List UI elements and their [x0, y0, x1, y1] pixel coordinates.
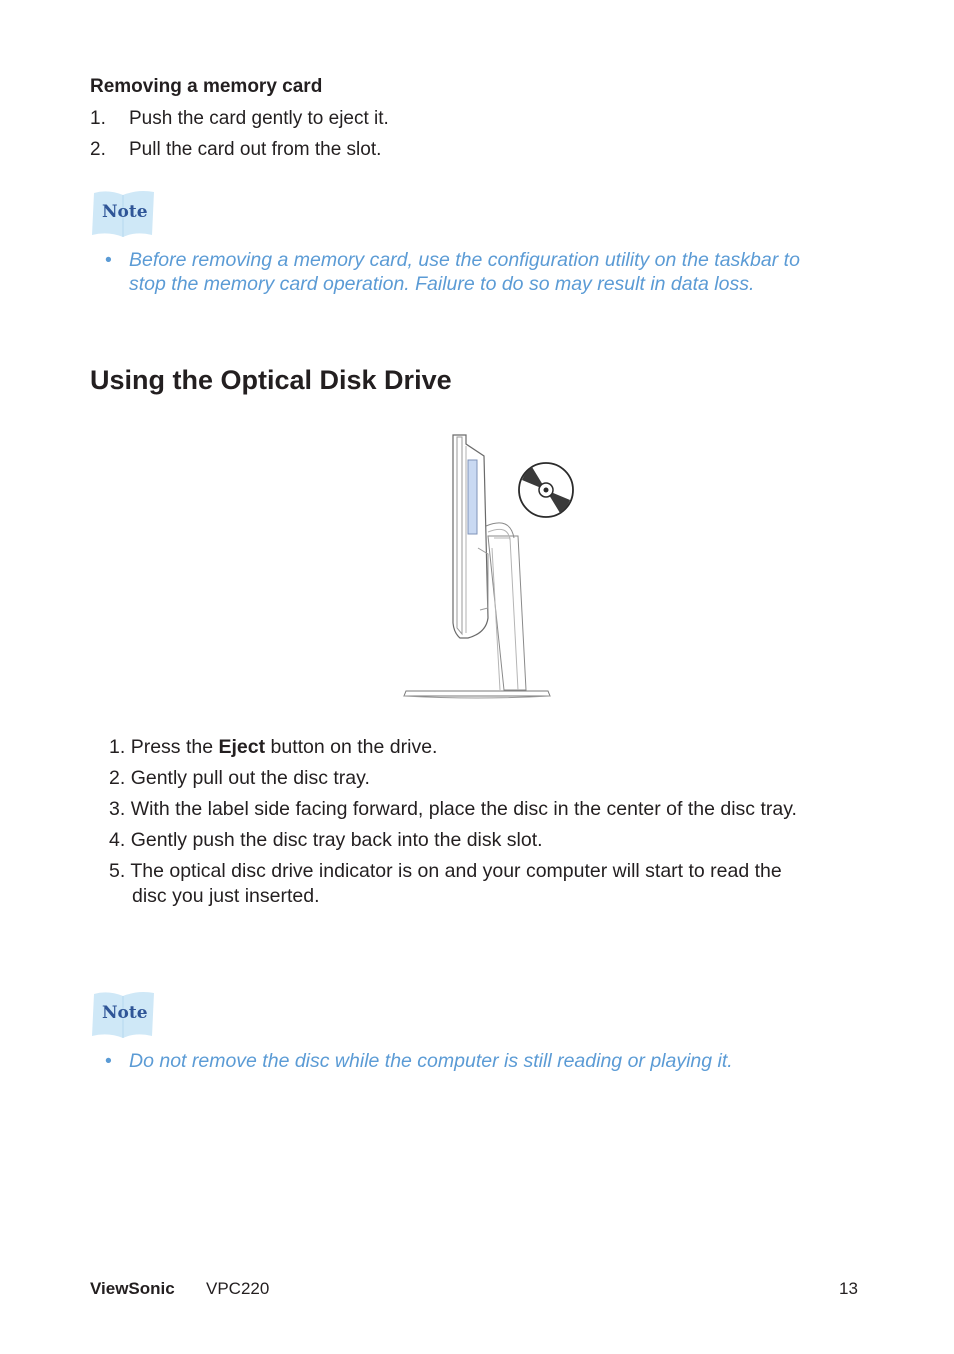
optical-step — [109, 766, 370, 791]
step-number: 1. — [90, 108, 106, 129]
step-text: Gently push the disc tray back into the disk slot. — [130, 829, 543, 851]
step-text-line-1: The optical disc drive indicator is on and your computer will start to read the — [130, 860, 782, 882]
note-2-text: Do not remove the disc while the computer is still reading or playing it. — [129, 1050, 733, 1072]
optical-step — [109, 859, 869, 907]
bullet-icon: • — [105, 249, 112, 271]
step-text: With the label side facing forward, place the disc in the center of the disc tray. — [130, 798, 797, 820]
note-2-item — [105, 1049, 865, 1074]
footer-brand: ViewSonic — [90, 1279, 175, 1298]
step-number: 2. — [109, 767, 126, 789]
page-number: 13 — [839, 1279, 858, 1298]
step-text-post: button on the drive. — [265, 736, 438, 758]
step-text: Pull the card out from the slot. — [129, 139, 382, 160]
step-text-pre: Press the — [130, 736, 219, 758]
step-number: 3. — [109, 798, 126, 820]
optical-step — [109, 797, 797, 822]
footer-model: VPC220 — [206, 1279, 270, 1298]
step-number: 5. — [109, 860, 126, 882]
optical-step — [109, 828, 543, 853]
all-in-one-pc-illustration — [400, 428, 580, 706]
section-heading-memory-card: Removing a memory card — [90, 76, 323, 97]
optical-step — [109, 735, 437, 760]
step-number: 1. — [109, 736, 126, 758]
note-1-line-1: Before removing a memory card, use the configuration utility on the taskbar to — [129, 249, 800, 271]
step-text: Gently pull out the disc tray. — [130, 767, 370, 789]
note-label: Note — [102, 202, 148, 222]
section-heading-optical-drive: Using the Optical Disk Drive — [90, 365, 452, 395]
step-number: 4. — [109, 829, 126, 851]
eject-keyword: Eject — [218, 736, 266, 758]
step-text-line-2: disc you just inserted. — [132, 885, 320, 907]
note-1-item — [105, 248, 865, 295]
note-1-line-2: stop the memory card operation. Failure to do so may result in data loss. — [129, 273, 755, 295]
step-text: Push the card gently to eject it. — [129, 108, 389, 129]
disc-icon — [519, 463, 573, 517]
bullet-icon: • — [105, 1050, 112, 1072]
note-label: Note — [102, 1003, 148, 1023]
note-badge — [90, 990, 156, 1042]
step-number: 2. — [90, 139, 106, 160]
note-badge — [90, 189, 156, 241]
